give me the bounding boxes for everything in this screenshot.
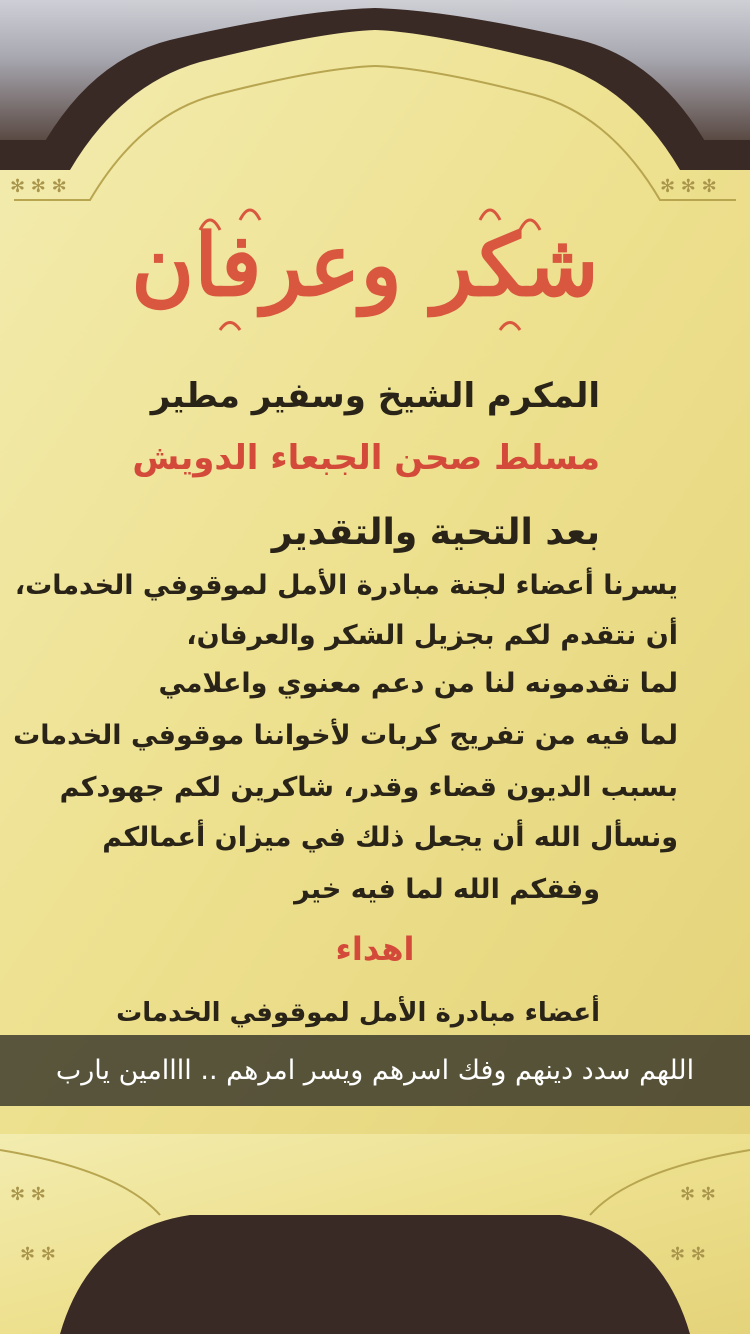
caption-text: اللهم سدد دينهم وفك اسرهم ويسر امرهم .. اااامين يارب [55,1055,695,1086]
greeting: بعد التحية والتقدير [271,512,600,553]
svg-text:✻ ✻: ✻ ✻ [20,1244,56,1265]
caption-bar [0,1035,750,1106]
svg-text:✻ ✻: ✻ ✻ [680,1184,716,1205]
signature: أعضاء مبادرة الأمل لموقوفي الخدمات [116,998,600,1028]
svg-text:✻ ✻ ✻: ✻ ✻ ✻ [660,176,717,197]
svg-text:✻ ✻ ✻: ✻ ✻ ✻ [10,176,67,197]
body-line: يسرنا أعضاء لجنة مبادرة الأمل لموقوفي الخدمات، [14,570,678,601]
recipient-line-2: مسلط صحن الجبعاء الدويش [132,438,600,478]
body-line: بسبب الديون قضاء وقدر، شاكرين لكم جهودكم [59,772,678,803]
gift-label: اهداء [335,930,415,968]
body-line: وفقكم الله لما فيه خير [294,874,600,905]
calligraphy-title [131,190,599,340]
body-line: لما تقدمونه لنا من دعم معنوي واعلامي [158,668,678,699]
svg-text:✻ ✻: ✻ ✻ [10,1184,46,1205]
body-line: أن نتقدم لكم بجزيل الشكر والعرفان، [186,620,678,651]
calligraphy-title-text: شكر وعرفان [131,215,599,316]
body-line: لما فيه من تفريج كربات لأخواننا موقوفي الخدمات [13,720,678,751]
body-line: ونسأل الله أن يجعل ذلك في ميزان أعمالكم [102,822,678,853]
recipient-line-1: المكرم الشيخ وسفير مطير [150,376,600,416]
svg-text:✻ ✻: ✻ ✻ [670,1244,706,1265]
